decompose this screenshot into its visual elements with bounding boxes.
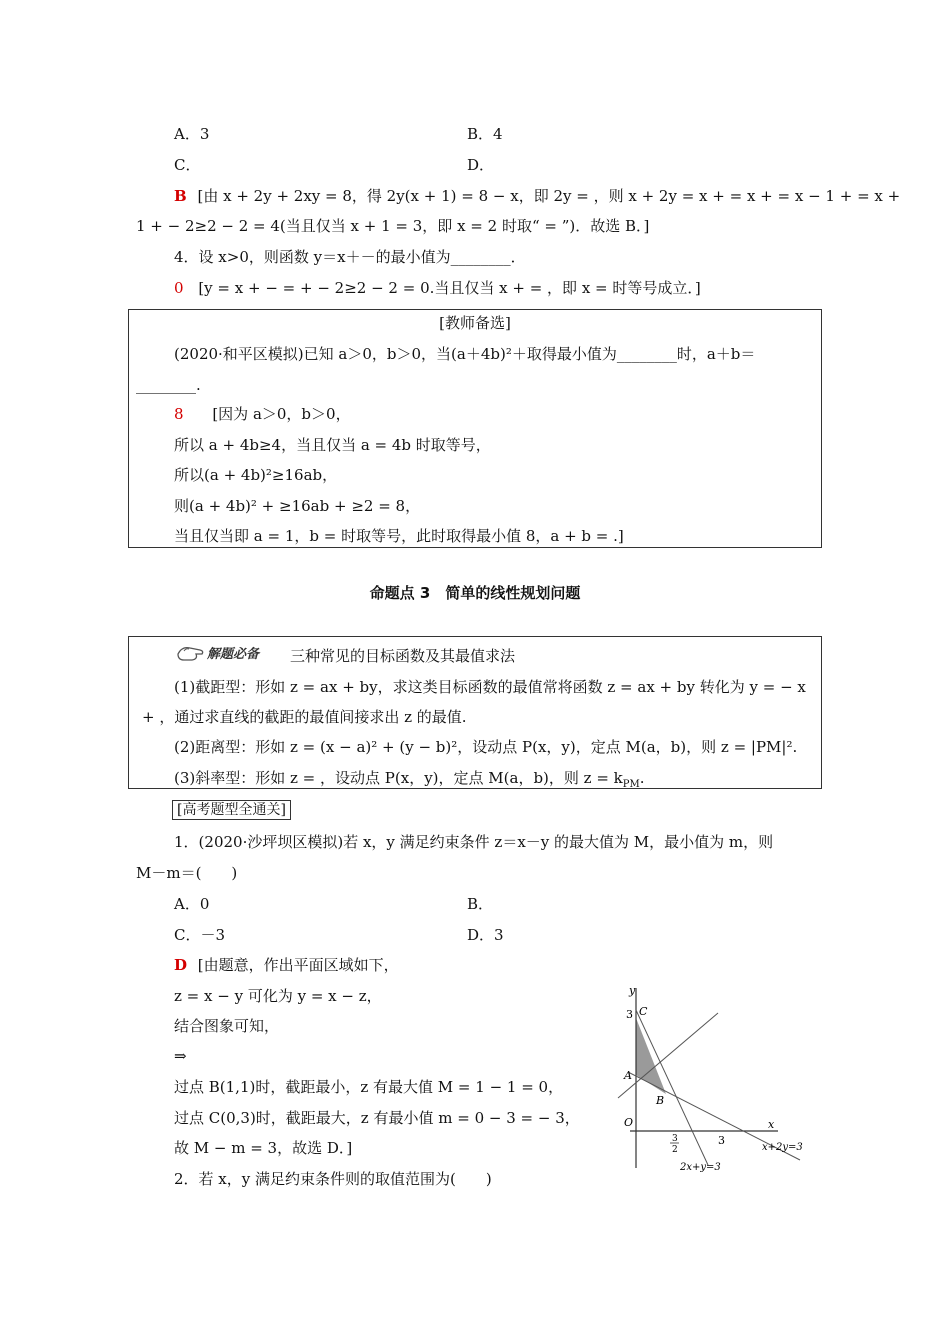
y-tick-3: 3 bbox=[626, 1008, 633, 1021]
q1-solution-line1 bbox=[174, 955, 399, 975]
q1-solution-line3: 结合图象可知， bbox=[174, 1017, 280, 1035]
q1-option-d: D．3 bbox=[467, 926, 504, 944]
q2-line1: 2．若 x，y 满足约束条件则的取值范围为( ) bbox=[174, 1170, 492, 1188]
q1-solution-line5: 过点 B(1,1)时，截距最小，z 有最大值 M = 1 − 1 = 0， bbox=[174, 1078, 564, 1096]
q1-solution-line4: ⇒ bbox=[174, 1047, 187, 1065]
line-x-minus-y bbox=[618, 1013, 718, 1098]
q4-answer-value: 0 bbox=[174, 279, 184, 297]
q3-option-a: A．3 bbox=[174, 125, 210, 143]
hint-line2: + ，通过求直线的截距的最值间接求出 z 的最值. bbox=[142, 708, 467, 726]
q4-answer-text: [y = x + − = + − 2≥2 − 2 = 0.当且仅当 x + = ，即 x = 时等号成立．] bbox=[198, 279, 701, 297]
hint-line1: (1)截距型：形如 z = ax + by，求这类目标函数的最值常将函数 z = ax + by 转化为 y = − x bbox=[174, 678, 806, 696]
q4-question: 4．设 x>0，则函数 y＝x＋－的最小值为________． bbox=[174, 248, 526, 266]
teacher-solution-line3: 所以(a + 4b)²≥16ab， bbox=[174, 466, 338, 484]
point-b-label: B bbox=[656, 1094, 665, 1107]
point-c-label: C bbox=[639, 1005, 648, 1018]
q3-answer-line1 bbox=[174, 186, 900, 206]
q1-solution-line7: 故 M − m = 3，故选 D．] bbox=[174, 1139, 353, 1157]
line-label-x-plus-2y: x+2y=3 bbox=[762, 1142, 803, 1153]
q3-answer-line2: 1 + − 2≥2 − 2 = 4(当且仅当 x + 1 = 3，即 x = 2 时取“ = ”)．故选 B．] bbox=[136, 217, 650, 235]
section-title: 命题点 3 简单的线性规划问题 bbox=[369, 584, 581, 602]
teacher-question-line2: ________. bbox=[136, 376, 201, 394]
hint-line4 bbox=[174, 768, 645, 795]
point-a-label: A bbox=[624, 1069, 632, 1082]
hand-pointer-icon bbox=[176, 642, 272, 664]
q1-option-a: A．0 bbox=[174, 895, 210, 913]
teacher-solution-line5: 当且仅当即 a = 1，b = 时取等号，此时取得最小值 8，a + b = .] bbox=[174, 527, 624, 545]
x-tick-frac-num: 3 bbox=[672, 1134, 678, 1144]
feasible-region-figure bbox=[600, 980, 815, 1175]
q1-solution-line2: z = x − y 可化为 y = x − z， bbox=[174, 987, 382, 1005]
line-label-2x-plus-y: 2x+y=3 bbox=[680, 1162, 721, 1173]
q1-solution-line6: 过点 C(0,3)时，截距最大，z 有最小值 m = 0 − 3 = − 3， bbox=[174, 1109, 580, 1127]
q1-answer-letter: D bbox=[174, 956, 188, 974]
q1-line1: 1．(2020·沙坪坝区模拟)若 x，y 满足约束条件 z＝x－y 的最大值为 M，最小值为 m，则 bbox=[174, 833, 774, 851]
q3-option-c: C． bbox=[174, 156, 201, 174]
feasible-region-shade bbox=[636, 1018, 666, 1094]
x-axis-label: x bbox=[768, 1118, 775, 1131]
hint-title: 三种常见的目标函数及其最值求法 bbox=[290, 647, 516, 665]
q1-solution-text1: [由题意，作出平面区域如下， bbox=[197, 956, 399, 974]
exam-section-tag: [高考题型全通关] bbox=[172, 800, 291, 820]
q3-answer-letter: B bbox=[174, 187, 187, 205]
teacher-solution-line1 bbox=[174, 404, 351, 424]
hint-line3: (2)距离型：形如 z = (x − a)² + (y − b)²，设动点 P(x，y)，定点 M(a，b)，则 z = |PM|². bbox=[174, 738, 798, 756]
teacher-solution-line4: 则(a + 4b)² + ≥16ab + ≥2 = 8， bbox=[174, 497, 421, 515]
q1-option-c: C．－3 bbox=[174, 926, 226, 944]
x-tick-3: 3 bbox=[718, 1134, 725, 1147]
hint-line4-sub: PM bbox=[622, 779, 640, 790]
teacher-question-line1: (2020·和平区模拟)已知 a＞0，b＞0，当(a＋4b)²＋取得最小值为________时，a＋b＝ bbox=[174, 345, 756, 363]
q1-option-b: B． bbox=[467, 895, 494, 913]
teacher-answer-value: 8 bbox=[174, 405, 184, 423]
q3-option-b: B．4 bbox=[467, 125, 503, 143]
hint-line4-end: . bbox=[639, 769, 645, 787]
q3-option-d: D． bbox=[467, 156, 495, 174]
hint-icon-label: 解题必备 bbox=[207, 647, 260, 662]
teacher-solution-text1: [因为 a＞0，b＞0， bbox=[212, 405, 351, 423]
hint-line4-text: (3)斜率型：形如 z = ，设动点 P(x，y)，定点 M(a，b)，则 z = k bbox=[174, 769, 623, 787]
teacher-box-header: [教师备选] bbox=[439, 314, 511, 332]
q3-answer-text1: [由 x + 2y + 2xy = 8，得 2y(x + 1) = 8 − x，即 2y = ，则 x + 2y = x + = x + = x − 1 + = x + bbox=[197, 187, 901, 205]
teacher-solution-line2: 所以 a + 4b≥4，当且仅当 a = 4b 时取等号， bbox=[174, 436, 491, 454]
q4-answer bbox=[174, 278, 701, 298]
x-tick-frac-den: 2 bbox=[672, 1145, 678, 1155]
q1-line2: M－m＝( ) bbox=[136, 864, 238, 882]
y-axis-label: y bbox=[629, 984, 636, 997]
origin-label: O bbox=[624, 1116, 634, 1129]
